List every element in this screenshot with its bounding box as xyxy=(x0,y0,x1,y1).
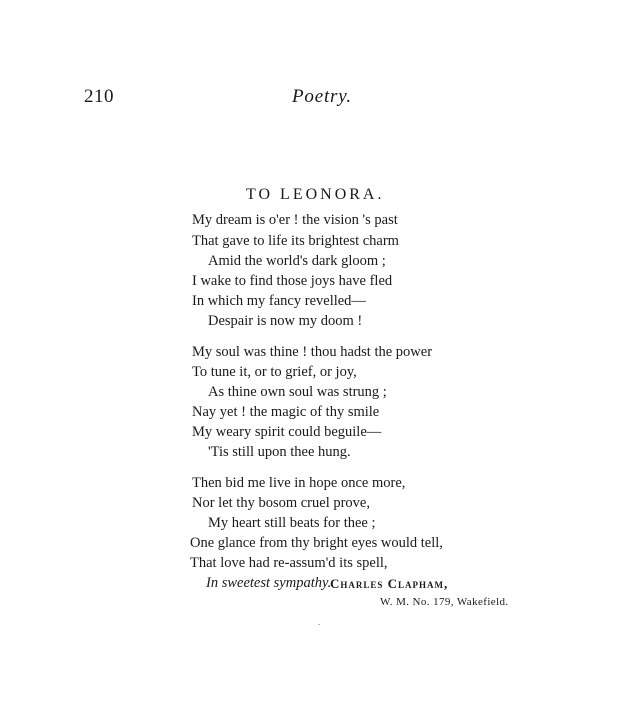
poem-line: Despair is now my doom ! xyxy=(208,313,363,329)
author-signature: Charles Clapham, xyxy=(330,576,449,591)
running-head: Poetry. xyxy=(292,86,352,107)
author-location: W. M. No. 179, Wakefield. xyxy=(380,596,509,608)
poem-line: Nay yet ! the magic of thy smile xyxy=(192,404,380,420)
poem-line: 'Tis still upon thee hung. xyxy=(208,444,351,460)
poem-line: My heart still beats for thee ; xyxy=(208,515,376,531)
poem-title: TO LEONORA. xyxy=(246,186,385,203)
poem-line: That gave to life its brightest charm xyxy=(192,233,399,249)
poem-line: In sweetest sympathy. xyxy=(206,575,332,591)
poem-line: In which my fancy revelled— xyxy=(192,293,366,309)
poem-line: My soul was thine ! thou hadst the power xyxy=(192,344,433,360)
page-number: 210 xyxy=(84,86,114,107)
poem-line: That love had re-assum'd its spell, xyxy=(190,555,388,571)
poem-line: My dream is o'er ! the vision 's past xyxy=(192,212,398,228)
poem-line: My weary spirit could beguile— xyxy=(192,424,382,440)
poem-line: One glance from thy bright eyes would tell, xyxy=(190,535,443,551)
poem-line: I wake to find those joys have fled xyxy=(192,273,393,289)
poem-line: Amid the world's dark gloom ; xyxy=(208,253,386,269)
poem-line: Then bid me live in hope once more, xyxy=(192,475,406,491)
poem-line: Nor let thy bosom cruel prove, xyxy=(192,495,370,511)
print-speck xyxy=(318,624,320,625)
poem-line: As thine own soul was strung ; xyxy=(208,384,387,400)
poem-line: To tune it, or to grief, or joy, xyxy=(192,364,357,380)
